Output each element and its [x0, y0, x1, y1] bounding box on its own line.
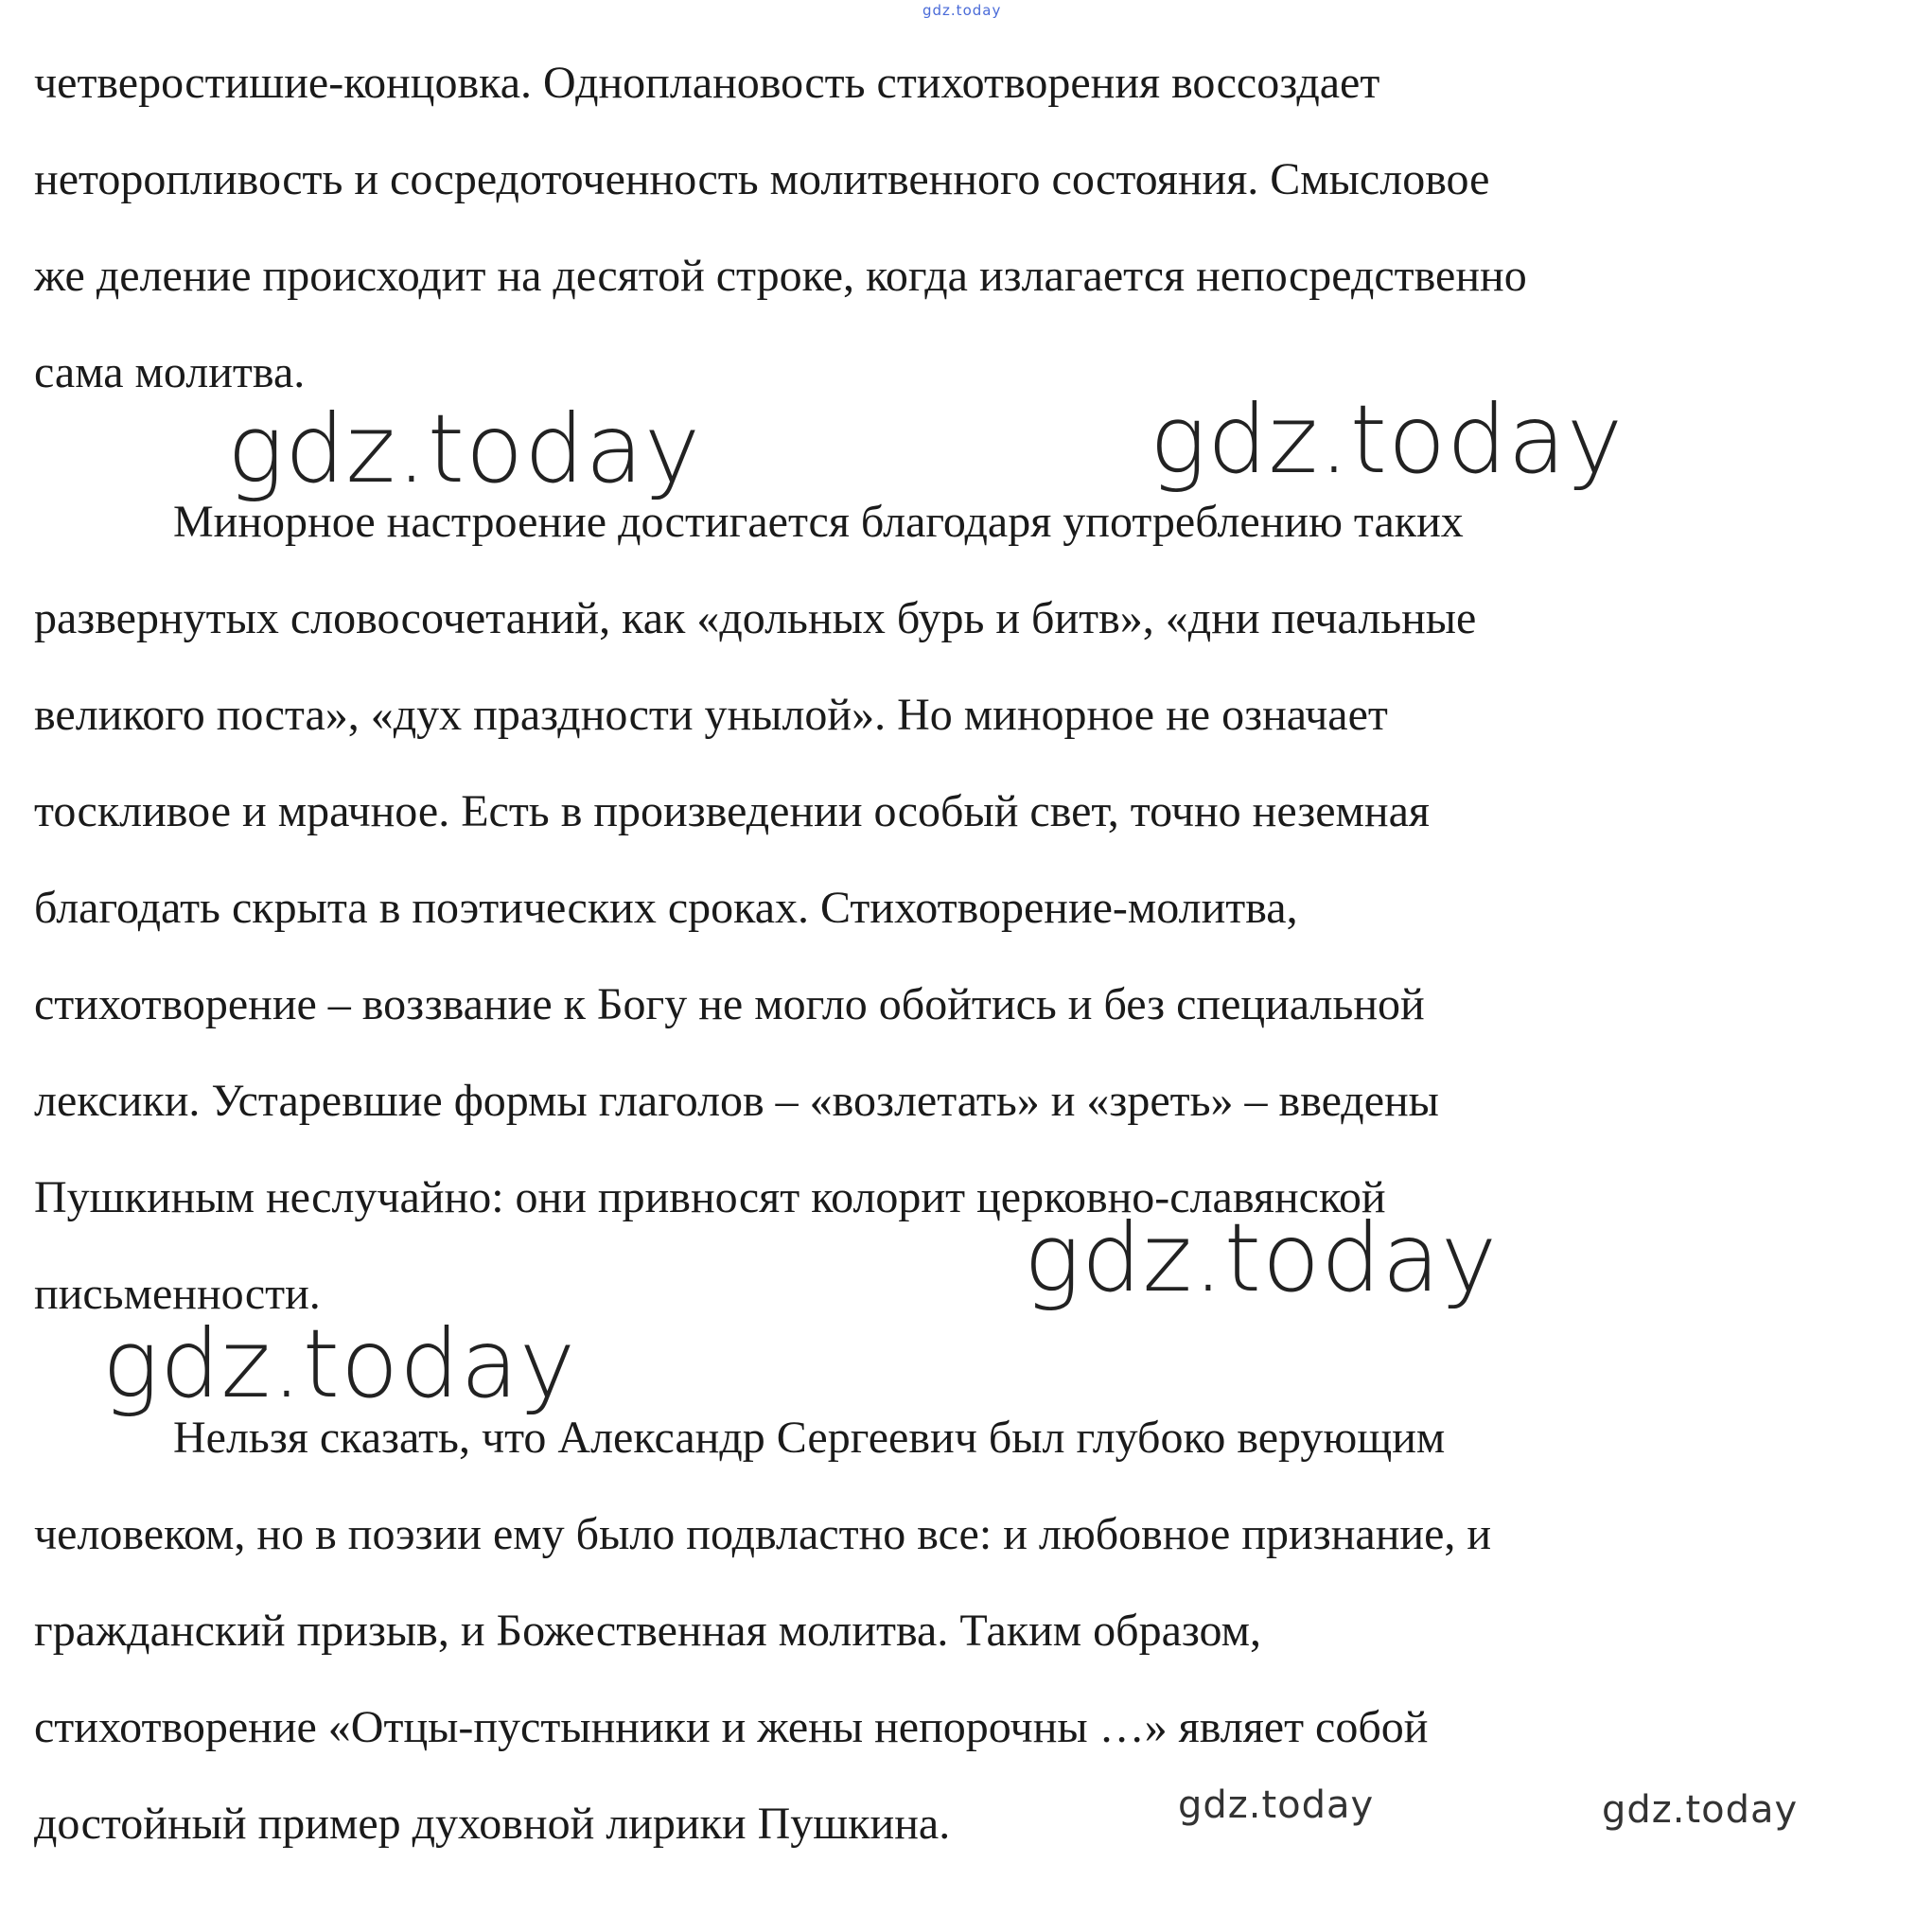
paragraph3-line-2: человеком, но в поэзии ему было подвластно все: и любовное признание, и [34, 1509, 1492, 1559]
paragraph1-line-2: неторопливость и сосредоточенность молитвенного состояния. Смысловое [34, 154, 1490, 204]
paragraph2-line-1: Минорное настроение достигается благодаря употреблению таких [173, 497, 1464, 547]
paragraph3-line-1: Нельзя сказать, что Александр Сергеевич был глубоко верующим [173, 1413, 1446, 1463]
paragraph2-line-5: благодать скрыта в поэтических сроках. Стихотворение-молитва, [34, 883, 1298, 933]
paragraph3-line-3: гражданский призыв, и Божественная молитва. Таким образом, [34, 1606, 1262, 1656]
paragraph1-line-4: сама молитва. [34, 347, 306, 397]
paragraph2-line-9: письменности. [34, 1269, 321, 1319]
paragraph2-line-3: великого поста», «дух праздности унылой». Но минорное не означает [34, 690, 1388, 740]
paragraph2-line-7: лексики. Устаревшие формы глаголов – «возлетать» и «зреть» – введены [34, 1076, 1439, 1126]
watermark-middle: gdz.today [1024, 1203, 1499, 1313]
paragraph2-line-6: стихотворение – воззвание к Богу не могло обойтись и без специальной [34, 979, 1425, 1029]
paragraph2-line-4: тоскливое и мрачное. Есть в произведении особый свет, точно неземная [34, 786, 1430, 836]
watermark-top: gdz.today [922, 2, 1002, 19]
paragraph1-line-1: четверостишие-концовка. Одноплановость стихотворения воссоздает [34, 58, 1380, 108]
watermark-right: gdz.today [1150, 384, 1625, 495]
paragraph1-line-3: же деление происходит на десятой строке, когда излагается непосредственно [34, 251, 1527, 301]
watermark-bottom-right: gdz.today [1602, 1788, 1799, 1832]
watermark-left: gdz.today [227, 394, 702, 504]
paragraph2-line-2: развернутых словосочетаний, как «дольных бурь и битв», «дни печальные [34, 593, 1477, 643]
watermark-lower-left: gdz.today [102, 1308, 577, 1419]
paragraph3-line-4: стихотворение «Отцы-пустынники и жены непорочны …» являет собой [34, 1702, 1429, 1752]
watermark-bottom-center: gdz.today [1178, 1783, 1375, 1827]
paragraph3-line-5: достойный пример духовной лирики Пушкина. [34, 1799, 951, 1849]
paragraph2-line-8: Пушкиным неслучайно: они привносят колорит церковно-славянской [34, 1172, 1386, 1222]
